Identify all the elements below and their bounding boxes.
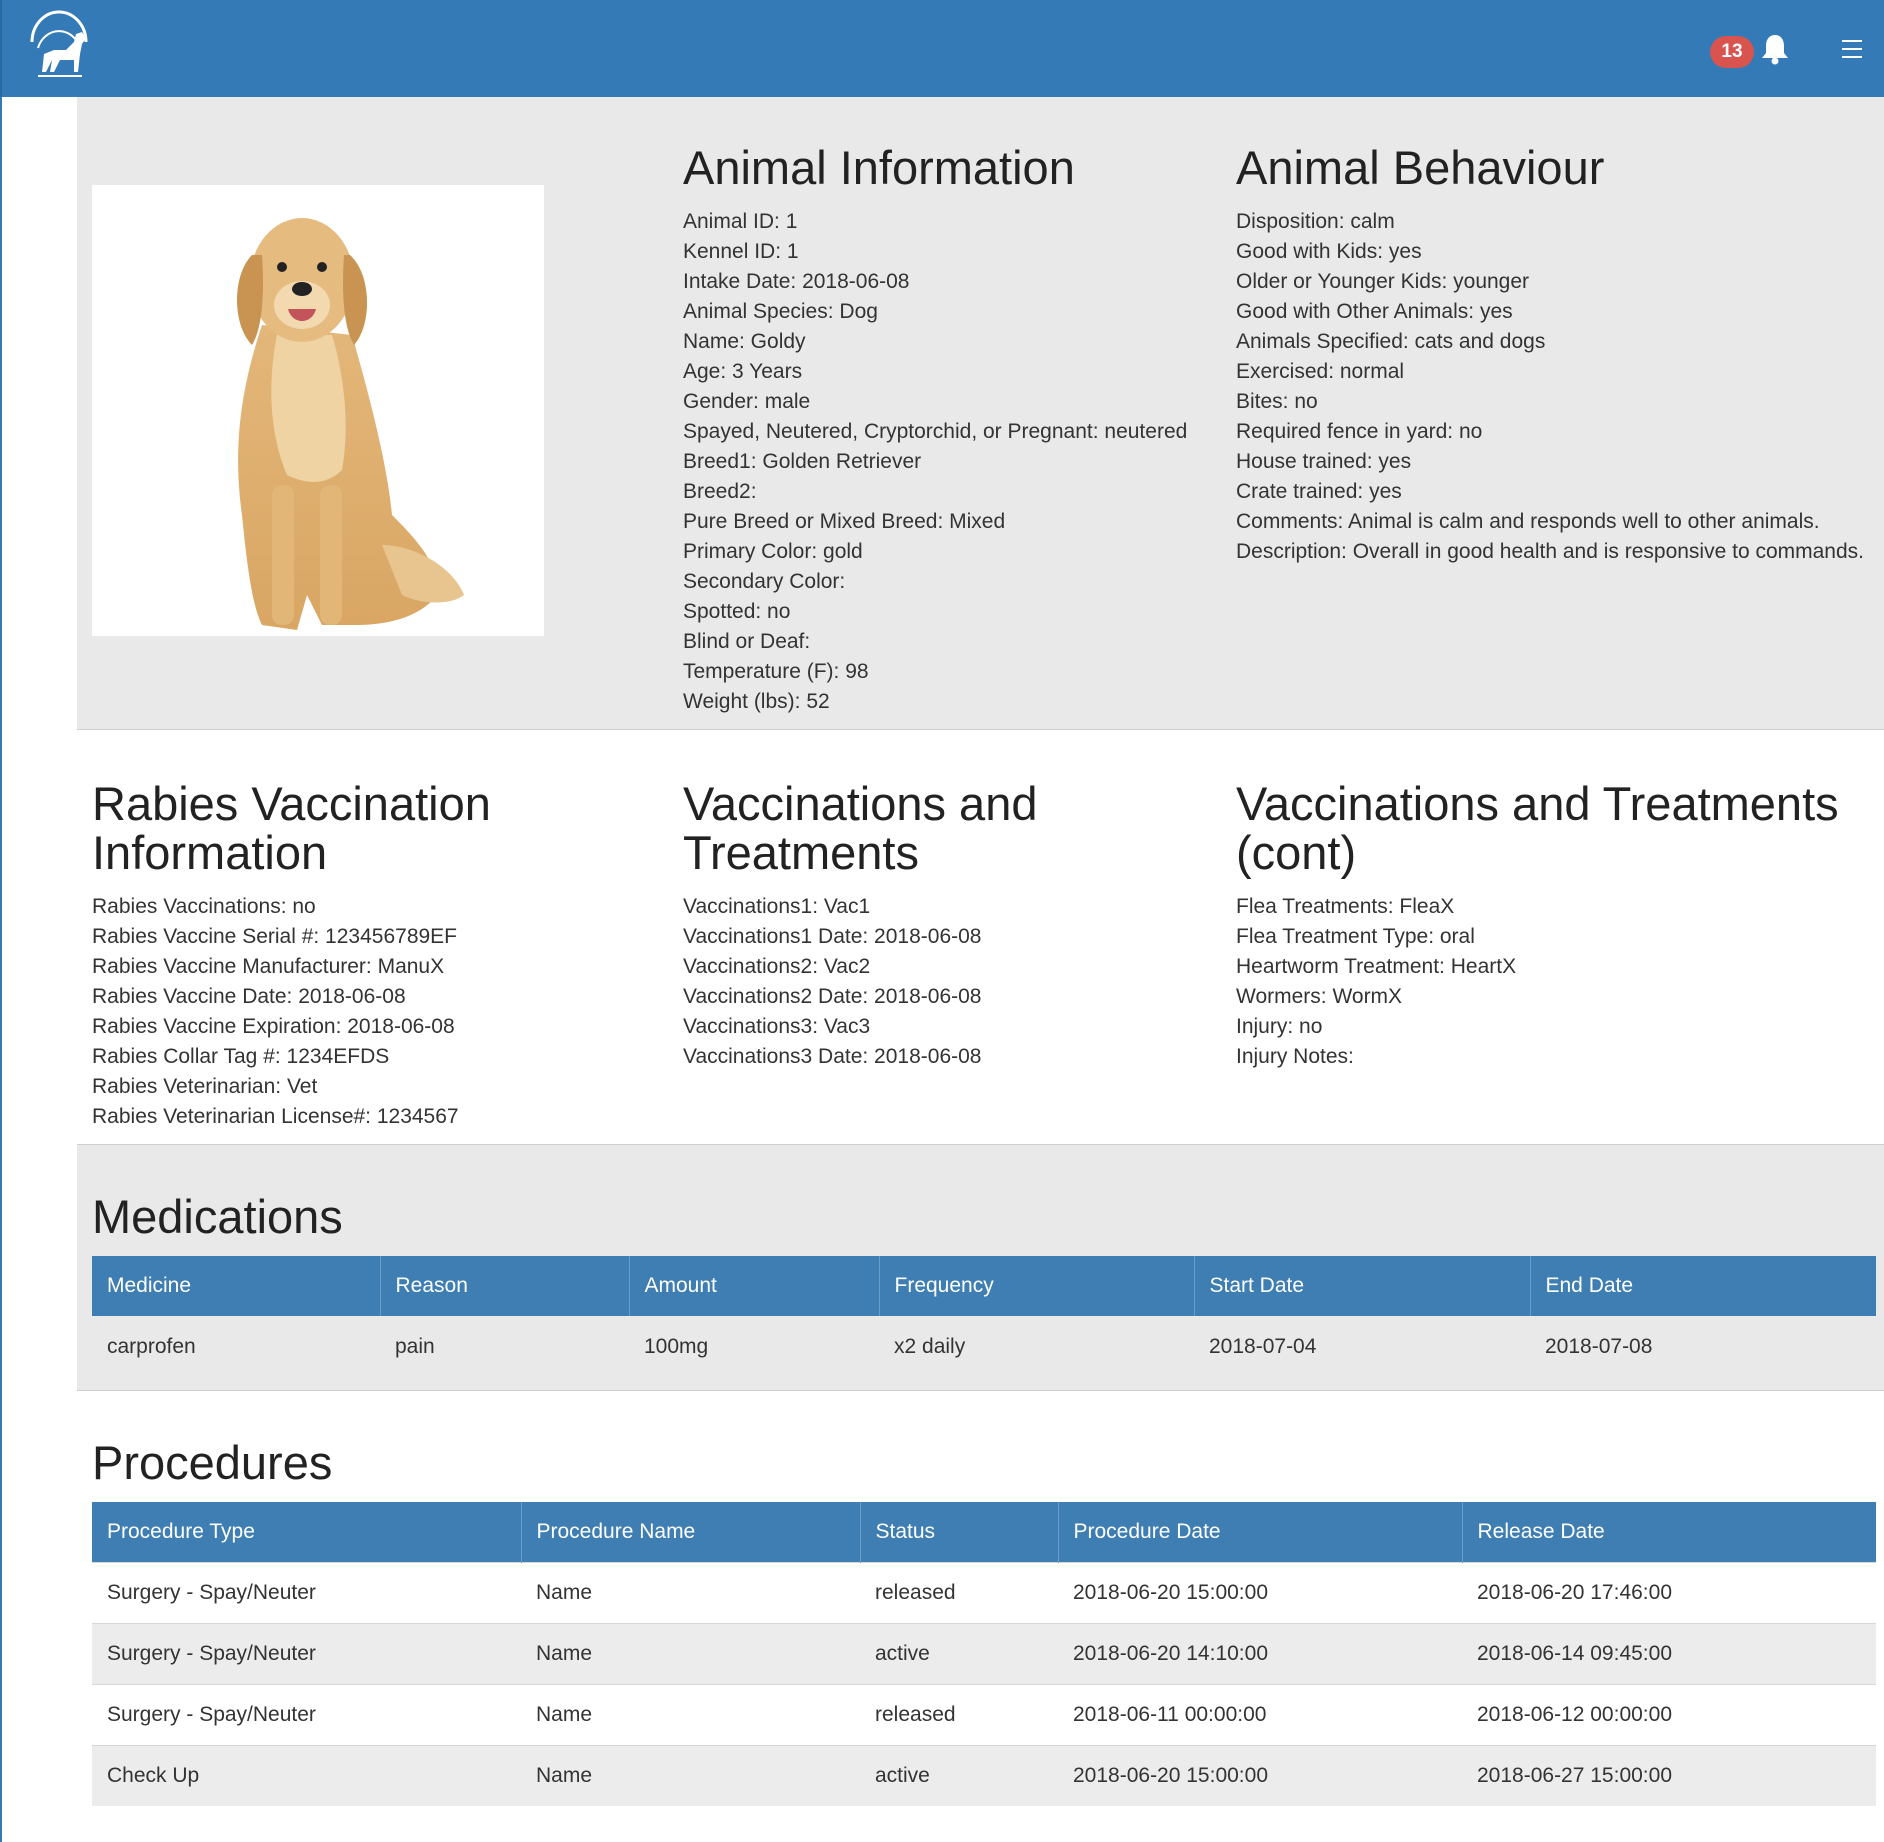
vaccinations-cont-heading-line1: Vaccinations and Treatments — [1236, 777, 1839, 830]
animal-information-column — [683, 143, 1213, 717]
procedure-row[interactable] — [92, 1684, 1876, 1745]
rabies-field: Rabies Vaccine Expiration: 2018-06-08 — [92, 1015, 455, 1038]
procedure-cell: Surgery - Spay/Neuter — [92, 1562, 521, 1623]
animal-behaviour-field: Older or Younger Kids: younger — [1236, 270, 1530, 293]
treatment-field: Flea Treatment Type: oral — [1236, 925, 1475, 948]
procedure-column-header[interactable]: Procedure Name — [521, 1502, 860, 1562]
rabies-field: Rabies Vaccinations: no — [92, 895, 316, 918]
treatment-field: Flea Treatments: FleaX — [1236, 895, 1455, 918]
treatment-field: Heartworm Treatment: HeartX — [1236, 955, 1517, 978]
procedure-cell: Name — [521, 1745, 860, 1806]
animal-info-field: Intake Date: 2018-06-08 — [683, 270, 910, 293]
procedure-cell: released — [860, 1562, 1058, 1623]
rabies-field: Rabies Vaccine Manufacturer: ManuX — [92, 955, 445, 978]
procedure-row[interactable] — [92, 1562, 1876, 1623]
vaccinations-cont-column — [1236, 779, 1876, 1072]
vaccination-field: Vaccinations2: Vac2 — [683, 955, 871, 978]
rabies-heading-line2: Information — [92, 826, 328, 879]
medication-cell: pain — [380, 1316, 629, 1377]
animal-info-field: Weight (lbs): 52 — [683, 690, 830, 713]
animal-info-field: Animal ID: 1 — [683, 210, 798, 233]
procedures-table — [92, 1502, 1876, 1806]
animal-info-field: Age: 3 Years — [683, 360, 803, 383]
procedure-cell: active — [860, 1623, 1058, 1684]
procedure-cell: Check Up — [92, 1745, 521, 1806]
procedure-cell: Name — [521, 1623, 860, 1684]
procedure-cell: Surgery - Spay/Neuter — [92, 1623, 521, 1684]
medication-cell: 100mg — [629, 1316, 879, 1377]
animal-info-field: Secondary Color: — [683, 570, 846, 593]
top-navbar — [0, 0, 1884, 97]
medication-cell: 2018-07-04 — [1194, 1316, 1530, 1377]
medication-column-header[interactable]: Frequency — [879, 1256, 1194, 1316]
animal-info-field: Gender: male — [683, 390, 811, 413]
hamburger-menu-icon[interactable] — [1840, 38, 1864, 60]
animal-info-field: Spayed, Neutered, Cryptorchid, or Pregnant: neutered — [683, 420, 1188, 443]
procedure-cell: 2018-06-20 15:00:00 — [1058, 1745, 1462, 1806]
vaccination-field: Vaccinations3 Date: 2018-06-08 — [683, 1045, 982, 1068]
animal-behaviour-heading: Animal Behaviour — [1236, 141, 1605, 194]
procedure-cell: Name — [521, 1684, 860, 1745]
animal-info-field: Pure Breed or Mixed Breed: Mixed — [683, 510, 1006, 533]
medication-column-header[interactable]: Reason — [380, 1256, 629, 1316]
procedure-cell: 2018-06-14 09:45:00 — [1462, 1623, 1876, 1684]
rabies-field: Rabies Veterinarian: Vet — [92, 1075, 318, 1098]
animal-behaviour-field: Animals Specified: cats and dogs — [1236, 330, 1546, 353]
animal-info-field: Kennel ID: 1 — [683, 240, 799, 263]
rabies-field: Rabies Veterinarian License#: 1234567 — [92, 1105, 459, 1128]
medications-heading: Medications — [92, 1190, 343, 1243]
animal-behaviour-field: Required fence in yard: no — [1236, 420, 1483, 443]
vaccination-field: Vaccinations1: Vac1 — [683, 895, 871, 918]
vaccinations-heading-line2: Treatments — [683, 826, 919, 879]
treatment-field: Injury: no — [1236, 1015, 1323, 1038]
treatment-field: Injury Notes: — [1236, 1045, 1354, 1068]
medications-table — [92, 1256, 1876, 1377]
rabies-field: Rabies Vaccine Serial #: 123456789EF — [92, 925, 458, 948]
section-divider — [77, 729, 1884, 730]
medication-column-header[interactable]: Start Date — [1194, 1256, 1530, 1316]
procedure-cell: Surgery - Spay/Neuter — [92, 1684, 521, 1745]
medication-row[interactable] — [92, 1316, 1876, 1377]
animal-info-field: Spotted: no — [683, 600, 791, 623]
procedure-cell: 2018-06-20 15:00:00 — [1058, 1562, 1462, 1623]
vaccination-field: Vaccinations1 Date: 2018-06-08 — [683, 925, 982, 948]
animal-info-field: Breed1: Golden Retriever — [683, 450, 922, 473]
procedure-column-header[interactable]: Status — [860, 1502, 1058, 1562]
animal-info-field: Animal Species: Dog — [683, 300, 878, 323]
animal-behaviour-field: Disposition: calm — [1236, 210, 1395, 233]
procedure-cell: 2018-06-27 15:00:00 — [1462, 1745, 1876, 1806]
left-border — [0, 97, 2, 1842]
dog-logo-icon[interactable] — [24, 2, 94, 82]
animal-behaviour-field: Exercised: normal — [1236, 360, 1405, 383]
vaccination-field: Vaccinations3: Vac3 — [683, 1015, 871, 1038]
vaccinations-heading-line1: Vaccinations and — [683, 777, 1038, 830]
procedures-heading: Procedures — [92, 1436, 333, 1489]
procedure-cell: 2018-06-11 00:00:00 — [1058, 1684, 1462, 1745]
animal-info-field: Primary Color: gold — [683, 540, 863, 563]
procedure-cell: 2018-06-12 00:00:00 — [1462, 1684, 1876, 1745]
animal-behaviour-field: Bites: no — [1236, 390, 1318, 413]
procedure-cell: Name — [521, 1562, 860, 1623]
medication-column-header[interactable]: Amount — [629, 1256, 879, 1316]
animal-info-field: Blind or Deaf: — [683, 630, 811, 653]
animal-behaviour-column — [1236, 143, 1876, 567]
procedure-cell: 2018-06-20 14:10:00 — [1058, 1623, 1462, 1684]
medication-cell: x2 daily — [879, 1316, 1194, 1377]
rabies-field: Rabies Collar Tag #: 1234EFDS — [92, 1045, 390, 1068]
animal-info-field: Breed2: — [683, 480, 757, 503]
procedure-column-header[interactable]: Release Date — [1462, 1502, 1876, 1562]
procedure-cell: active — [860, 1745, 1058, 1806]
animal-behaviour-field: Comments: Animal is calm and responds well to other animals. — [1236, 510, 1820, 533]
procedure-column-header[interactable]: Procedure Type — [92, 1502, 521, 1562]
section-divider — [77, 1390, 1884, 1391]
animal-photo — [92, 185, 544, 636]
animal-info-field: Temperature (F): 98 — [683, 660, 869, 683]
notification-count-badge[interactable]: 13 — [1710, 36, 1754, 68]
animal-info-field: Name: Goldy — [683, 330, 806, 353]
medication-cell: carprofen — [92, 1316, 380, 1377]
vaccinations-column — [683, 779, 1213, 1072]
rabies-field: Rabies Vaccine Date: 2018-06-08 — [92, 985, 406, 1008]
medication-column-header[interactable]: Medicine — [92, 1256, 380, 1316]
vaccination-field: Vaccinations2 Date: 2018-06-08 — [683, 985, 982, 1008]
procedure-cell: 2018-06-20 17:46:00 — [1462, 1562, 1876, 1623]
rabies-heading-line1: Rabies Vaccination — [92, 777, 491, 830]
rabies-column — [92, 779, 652, 1132]
bell-icon[interactable] — [1760, 32, 1790, 66]
animal-behaviour-field: Good with Kids: yes — [1236, 240, 1422, 263]
vaccinations-cont-heading-line2: (cont) — [1236, 826, 1357, 879]
animal-behaviour-field: Description: Overall in good health and is responsive to commands. — [1236, 540, 1864, 563]
golden-retriever-image — [92, 185, 544, 636]
medication-cell: 2018-07-08 — [1530, 1316, 1876, 1377]
procedure-column-header[interactable]: Procedure Date — [1058, 1502, 1462, 1562]
procedure-row[interactable] — [92, 1745, 1876, 1806]
procedure-cell: released — [860, 1684, 1058, 1745]
animal-behaviour-field: Good with Other Animals: yes — [1236, 300, 1513, 323]
treatment-field: Wormers: WormX — [1236, 985, 1403, 1008]
medication-column-header[interactable]: End Date — [1530, 1256, 1876, 1316]
animal-behaviour-field: Crate trained: yes — [1236, 480, 1402, 503]
animal-information-heading: Animal Information — [683, 141, 1075, 194]
animal-behaviour-field: House trained: yes — [1236, 450, 1412, 473]
procedure-row[interactable] — [92, 1623, 1876, 1684]
